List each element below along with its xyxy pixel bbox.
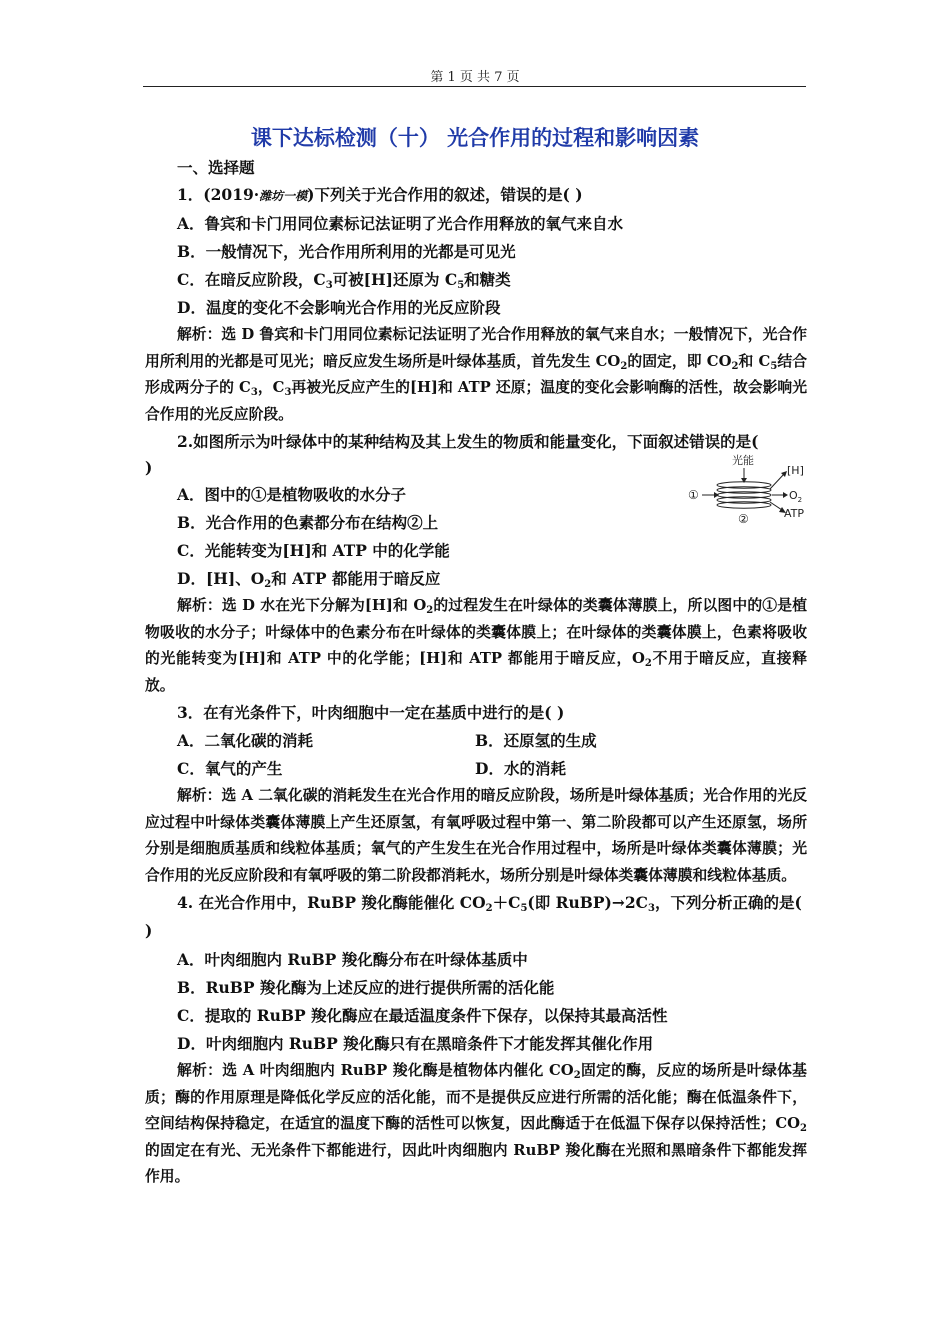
question-1-option-b: B．一般情况下，光合作用所利用的光都是可见光 [177,242,516,261]
figure-label-o2: $O_2$ [789,489,803,504]
page-header: 第 1 页 共 7 页 [430,70,520,85]
input-arrow-head [714,492,719,498]
question-1-option-c: C．在暗反应阶段，$C_3$可被[H]还原为 $C_5$和糖类 [177,270,511,291]
thylakoid-stack [717,482,771,508]
document-body [145,155,807,1191]
question-3-options-row-2 [145,755,807,783]
atp-arrow [770,502,782,510]
question-1-source: 潍坊一模 [259,189,308,203]
question-4-stem: 4. 在光合作用中，RuBP 羧化酶能催化 $CO_2+C_5$(即 $RuBP)\to 2C_3$，下列分析正确的是( [177,893,802,914]
thylakoid-diagram [686,447,816,529]
figure-label-2: ② [738,512,749,526]
figure-label-1: ① [688,488,699,502]
question-3-option-b: B．还原氢的生成 [475,731,597,750]
question-4-answer: 解析：选 A 叶肉细胞内 RuBP 羧化酶是植物体内催化 $CO_2$固定的酶，反应的场所是叶绿体基质；酶的作用原理是降低化学反应的活化能，而不是提供反应进行所需的活化能；酶在低温条件下，空间结构保持稳定，在适宜的温度下酶的活性可以恢复，因此酶适于在低温下保存以保持活性；$CO_2$的固定在有光、无光条件下都能进行，因此叶肉细胞内 RuBP 羧化酶在光照和黑暗条件下都能发挥作用。 [145,1062,807,1185]
question-1-stem: 1．(2019·潍坊一模)下列关于光合作用的叙述，错误的是( ) [177,185,583,204]
question-3-option-a: A．二氧化碳的消耗 [177,731,314,750]
question-1-answer: 解析：选 D 鲁宾和卡门用同位素标记法证明了光合作用释放的氧气来自水；一般情况下，光合作用所利用的光都是可见光；暗反应发生场所是叶绿体基质，首先发生 $CO_2$的固定，即 $CO_2$和 $C_5$结合形成两分子的 $C_3$，$C_3$再被光反应产生的[H]和 ATP 还原；温度的变化会影响酶的活性，故会影响光合作用的光反应阶段。 [145,326,807,423]
page-title: 课下达标检测（十） 光合作用的过程和影响因素 [250,126,700,150]
o2-arrow-head [783,492,788,498]
question-4-option-a: A．叶肉细胞内 RuBP 羧化酶分布在叶绿体基质中 [177,950,528,969]
question-2-option-b: B．光合作用的色素都分布在结构②上 [177,513,439,532]
section-heading: 一、选择题 [177,158,255,177]
question-3-option-d: D．水的消耗 [475,759,566,778]
h-arrow [770,474,784,489]
question-4-option-b: B．RuBP 羧化酶为上述反应的进行提供所需的活化能 [177,978,555,997]
question-3-answer: 解析：选 A 二氧化碳的消耗发生在光合作用的暗反应阶段，场所是叶绿体基质；光合作用的光反应过程中叶绿体类囊体薄膜上产生还原氢，有氧呼吸过程中第一、第二阶段都可以产生还原氢，场所分别是细胞质基质和线粒体基质；氧气的产生发生在光合作用过程中，场所是叶绿体类囊体薄膜；光合作用的光反应阶段和有氧呼吸的第二阶段都消耗水，场所分别是叶绿体类囊体薄膜和线粒体基质。 [145,787,807,884]
question-4-option-d: D．叶肉细胞内 RuBP 羧化酶只有在黑暗条件下才能发挥其催化作用 [177,1034,654,1053]
question-1-option-a: A．鲁宾和卡门用同位素标记法证明了光合作用释放的氧气来自水 [177,214,624,233]
question-2-option-d: D．[H]、$O_2$和 ATP 都能用于暗反应 [177,569,441,590]
question-1-option-d: D．温度的变化不会影响光合作用的光反应阶段 [177,298,501,317]
question-2-answer: 解析：选 D 水在光下分解为[H]和 $O_2$的过程发生在叶绿体的类囊体薄膜上，所以图中的①是植物吸收的水分子；叶绿体中的色素分布在叶绿体的类囊体膜上；在叶绿体的类囊体膜上，色素将吸收的光能转变为[H]和 ATP 中的化学能；[H]和 ATP 都能用于暗反应，$O_2$不用于暗反应，直接释放。 [145,597,807,694]
question-4-option-c: C．提取的 RuBP 羧化酶应在最适温度条件下保存，以保持其最高活性 [177,1006,668,1025]
question-3-stem: 3．在有光条件下，叶肉细胞中一定在基质中进行的是( ) [177,703,565,722]
question-2-option-c: C．光能转变为[H]和 ATP 中的化学能 [177,541,450,560]
question-2-option-a: A．图中的①是植物吸收的水分子 [177,485,407,504]
question-4-stem-end: ) [145,921,153,940]
figure-label-h: [H] [787,464,804,477]
question-2-stem: 2.如图所示为叶绿体中的某种结构及其上发生的物质和能量变化，下面叙述错误的是( [177,432,759,451]
question-3-option-c: C．氧气的产生 [177,759,283,778]
figure-label-light: 光能 [732,454,754,467]
question-2-stem-end: ) [145,458,153,477]
question-3-options-row-1 [145,727,807,755]
header-rule [143,86,806,87]
figure-label-atp: ATP [784,507,805,520]
